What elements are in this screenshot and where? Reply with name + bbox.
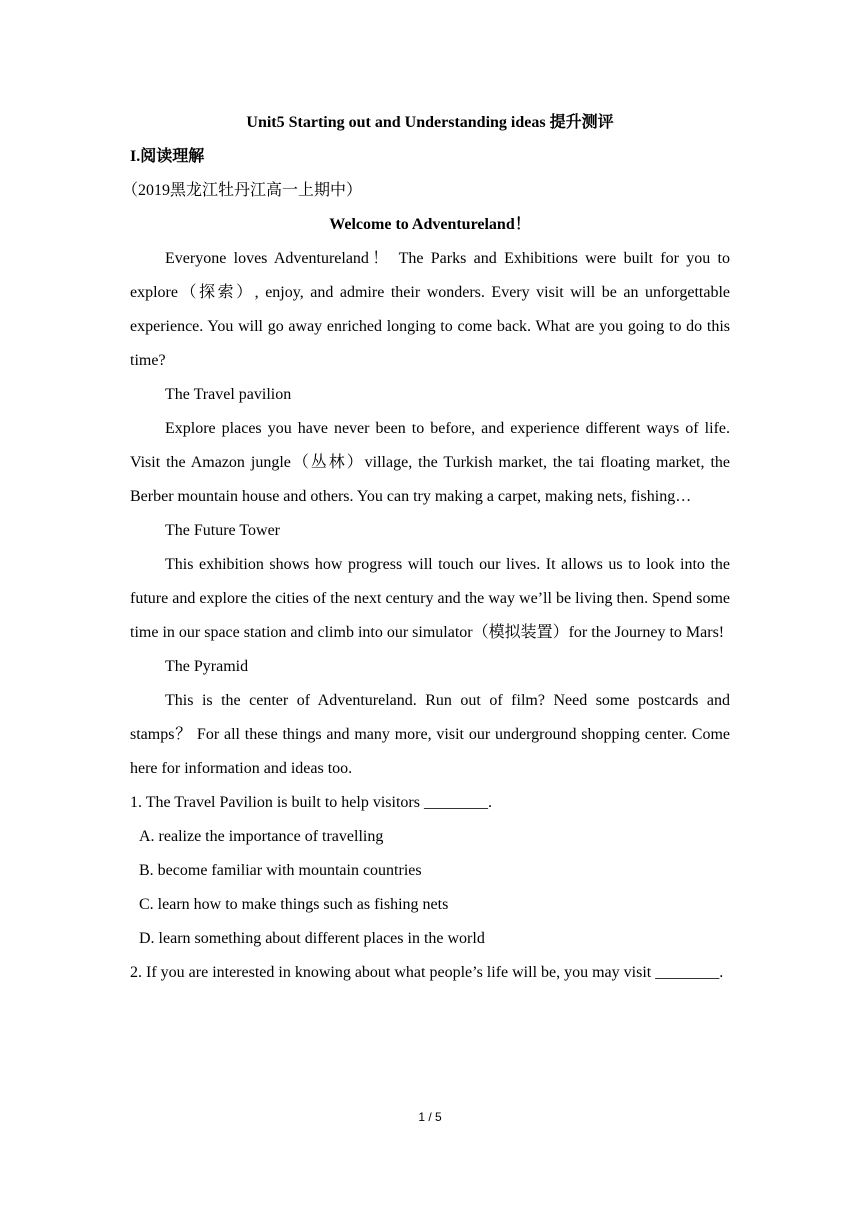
section-heading: I.阅读理解: [130, 148, 205, 165]
pyramid-heading: The Pyramid: [165, 658, 249, 675]
future-tower-heading: The Future Tower: [165, 522, 280, 539]
question-1-option-a: A. realize the importance of travelling: [139, 828, 384, 845]
passage-title: Welcome to Adventureland！: [329, 216, 531, 233]
question-1-option-d: D. learn something about different places in the world: [139, 930, 485, 947]
travel-pavilion-paragraph: Explore places you have never been to before, and experience different ways of life. Visit the Amazon jungle（丛林）village, the Turkish market, the tai floating market, the Berber mountain house and others. You can try making a carpet, making nets, fishing…: [130, 420, 730, 505]
question-2: 2. If you are interested in knowing about what people’s life will be, you may visit ________.: [130, 964, 724, 981]
question-1-option-b: B. become familiar with mountain countries: [139, 862, 422, 879]
source-note: （2019黑龙江牡丹江高一上期中）: [122, 182, 363, 199]
travel-pavilion-heading: The Travel pavilion: [165, 386, 292, 403]
intro-paragraph: Everyone loves Adventureland！ The Parks and Exhibitions were built for you to explore（探索）, enjoy, and admire their wonders. Every visit will be an unforgettable experience. You will go away enriched longing to come back. What are you going to do this time?: [130, 250, 730, 369]
pyramid-paragraph: This is the center of Adventureland. Run out of film? Need some postcards and stamps？ For all these things and many more, visit our underground shopping center. Come here for information and ideas too.: [130, 692, 730, 777]
future-tower-paragraph: This exhibition shows how progress will touch our lives. It allows us to look into the future and explore the cities of the next century and the way we’ll be living then. Spend some time in our space station and climb into our simulator（模拟装置）for the Journey to Mars!: [130, 556, 730, 641]
question-1-option-c: C. learn how to make things such as fishing nets: [139, 896, 449, 913]
question-1: 1. The Travel Pavilion is built to help visitors ________.: [130, 794, 492, 811]
page-number: 1 / 5: [418, 1110, 442, 1124]
document-title: Unit5 Starting out and Understanding ideas 提升测评: [246, 114, 614, 131]
document-content: [122, 106, 730, 990]
